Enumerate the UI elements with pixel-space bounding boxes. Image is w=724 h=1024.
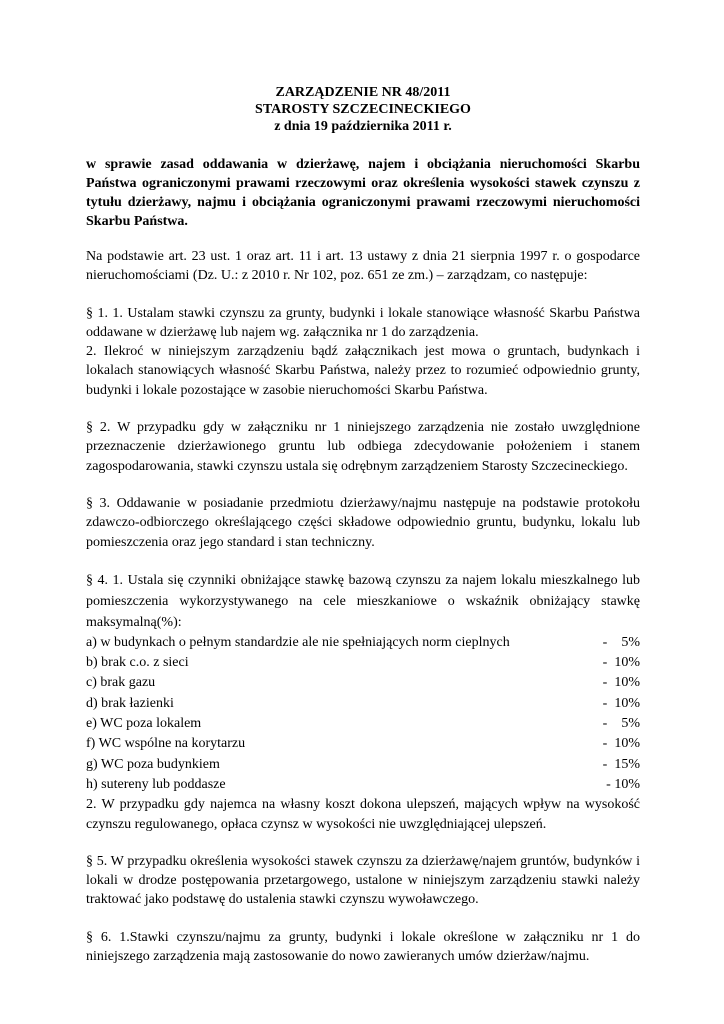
paragraph-4-intro: § 4. 1. Ustala się czynniki obniżające stawkę bazową czynszu za najem lokalu mieszkalnego lub pomieszczenia wykorzystywanego na cele mieszkaniowe o wskaźnik obniżający stawkę maksymalną(%): (86, 572, 640, 630)
list-item: a) w budynkach o pełnym standardzie ale nie spełniających norm cieplnych - 5% (86, 634, 640, 650)
list-item: e) WC poza lokalem - 5% (86, 716, 640, 732)
document-header (86, 84, 640, 135)
header-issuer: STAROSTY SZCZECINECKIEGO (255, 102, 471, 117)
paragraph-2: § 2. W przypadku gdy w załączniku nr 1 niniejszego zarządzenia nie zostało uwzględnione przeznaczenie dzierżawionego gruntu lub odbiega zdecydowanie położeniem i stanem zagospodarowania, stawki czynszu ustala się odrębnym zarządzeniem Starosty Szczecineckiego. (86, 420, 640, 474)
preamble: Na podstawie art. 23 ust. 1 oraz art. 11 i art. 13 ustawy z dnia 21 sierpnia 1997 r. o gospodarce nieruchomościami (Dz. U.: z 2010 r. Nr 102, poz. 651 ze zm.) – zarządzam, co następuje: (86, 249, 640, 284)
paragraph-5: § 5. W przypadku określenia wysokości stawek czynszu za dzierżawę/najem gruntów, budynków i lokali w drodze postępowania przetargowego, ustalone w niniejszym zarządzeniu stawki należy traktować jako podstawę do ustalenia stawki czynszu wywoławczego. (86, 853, 640, 908)
list-item: f) WC wspólne na korytarzu - 10% (86, 736, 640, 752)
list-item: c) brak gazu - 10% (86, 675, 640, 691)
paragraph-1-1: § 1. 1. Ustalam stawki czynszu za grunty, budynki i lokale stanowiące własność Skarbu Państwa oddawane w dzierżawę lub najem wg. załącznika nr 1 do zarządzenia. (86, 305, 640, 340)
header-title: ZARZĄDZENIE NR 48/2011 (275, 85, 451, 100)
list-item: d) brak łazienki - 10% (86, 695, 640, 711)
paragraph-3: § 3. Oddawanie w posiadanie przedmiotu dzierżawy/najmu następuje na podstawie protokołu zdawczo-odbiorczego określającego części składowe odpowiednio gruntu, budynku, lokalu lub pomieszczenia oraz jego standard i stan techniczny. (86, 495, 640, 550)
reduction-factors-list (86, 633, 640, 795)
list-item: h) sutereny lub poddasze - 10% (86, 776, 640, 792)
list-item: g) WC poza budynkiem - 15% (86, 756, 640, 772)
paragraph-1-2: 2. Ilekroć w niniejszym zarządzeniu bądź załącznikach jest mowa o gruntach, budynkach i lokalach stanowiących własność Skarbu Państwa, należy przez to rozumieć odpowiednio grunty, budynki i lokale pozostające w zasobie nieruchomości Skarbu Państwa. (86, 344, 640, 398)
paragraph-4-2: 2. W przypadku gdy najemca na własny koszt dokona ulepszeń, mających wpływ na wysokość czynszu regulowanego, opłaca czynsz w wysokości nie uwzględniającej ulepszeń. (86, 797, 640, 832)
paragraph-6: § 6. 1.Stawki czynszu/najmu za grunty, budynki i lokale określone w załączniku nr 1 do niniejszego zarządzenia mają zastosowanie do nowo zawieranych umów dzierżaw/najmu. (86, 929, 640, 965)
document-subject: w sprawie zasad oddawania w dzierżawę, najem i obciążania nieruchomości Skarbu Państwa ograniczonymi prawami rzeczowymi oraz określenia wysokości stawek czynszu z tytułu dzierżawy, najmu i obciążania ograniczonymi prawami rzeczowymi nieruchomości Skarbu Państwa. (86, 157, 640, 229)
list-item: b) brak c.o. z sieci - 10% (86, 655, 640, 671)
header-date: z dnia 19 października 2011 r. (274, 119, 452, 134)
document-page (86, 84, 640, 966)
